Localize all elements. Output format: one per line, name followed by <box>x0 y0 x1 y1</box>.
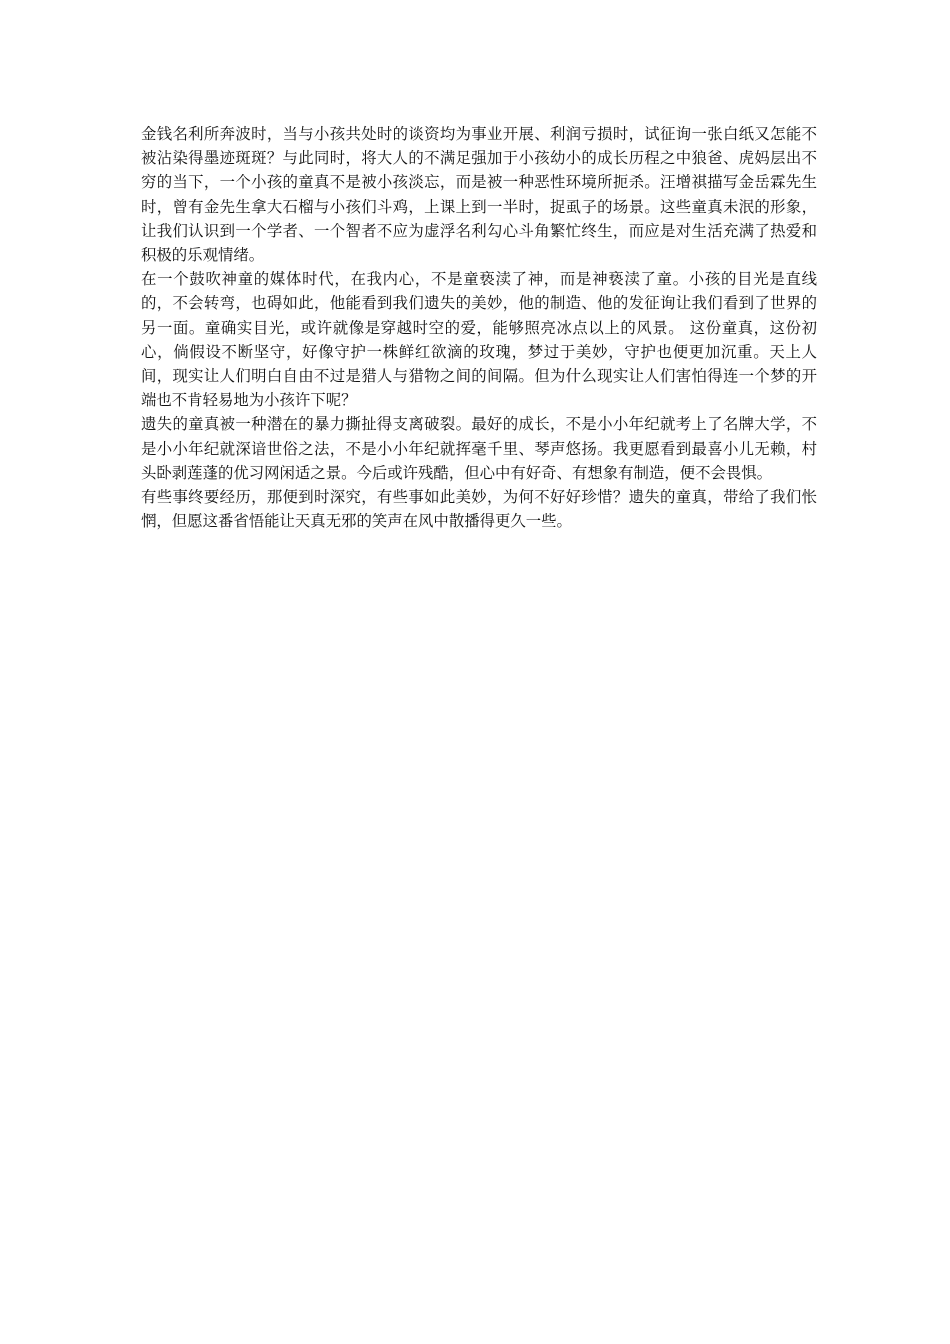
paragraph-3: 遗失的童真被一种潜在的暴力撕扯得支离破裂。最好的成长，不是小小年纪就考上了名牌大学，不是小小年纪就深谙世俗之法，不是小小年纪就挥毫千里、琴声悠扬。我更愿看到最喜小儿无赖，村头卧剥莲蓬的优习网闲适之景。今后或许残酷，但心中有好奇、有想象有制造，便不会畏惧。 <box>141 415 817 482</box>
paragraph-4: 有些事终要经历，那便到时深究，有些事如此美妙，为何不好好珍惜？遗失的童真，带给了我们怅惘，但愿这番省悟能让天真无邪的笑声在风中散播得更久一些。 <box>141 488 817 531</box>
paragraph-2: 在一个鼓吹神童的媒体时代，在我内心，不是童亵渎了神，而是神亵渎了童。小孩的目光是直线的，不会转弯，也碍如此，他能看到我们遗失的美妙，他的制造、他的发征询让我们看到了世界的另一面。童确实目光，或许就像是穿越时空的爱，能够照亮冰点以上的风景。 这份童真，这份初心，倘假设不断坚守，好像守护一株鲜红欲滴的玫瑰，梦过于美妙，守护也便更加沉重。天上人间，现实让人们明白自由不过是猎人与猎物之间的间隔。但为什么现实让人们害怕得连一个梦的开端也不肯轻易地为小孩许下呢？ <box>141 270 817 410</box>
body-text <box>141 122 817 533</box>
paragraph-1: 金钱名利所奔波时，当与小孩共处时的谈资均为事业开展、利润亏损时，试征询一张白纸又怎能不被沾染得墨迹斑斑？与此同时，将大人的不满足强加于小孩幼小的成长历程之中狼爸、虎妈层出不穷的当下，一个小孩的童真不是被小孩淡忘，而是被一种恶性环境所扼杀。汪增祺描写金岳霖先生时，曾有金先生拿大石榴与小孩们斗鸡，上课上到一半时，捉虱子的场景。这些童真未泯的形象，让我们认识到一个学者、一个智者不应为虚浮名利勾心斗角繁忙终生，而应是对生活充满了热爱和积极的乐观情绪。 <box>141 125 817 265</box>
